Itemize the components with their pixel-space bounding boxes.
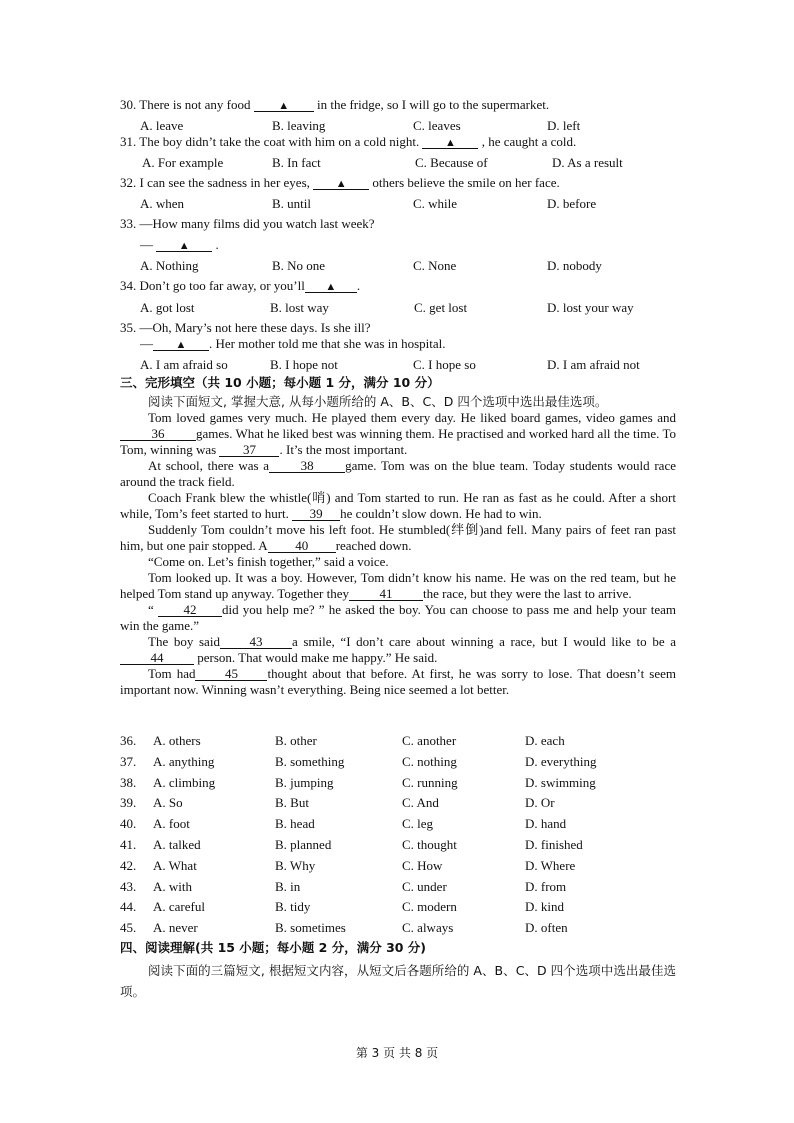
question-32: [120, 175, 560, 191]
option-d[interactable]: D. As a result: [552, 155, 623, 170]
passage-text: a smile, “I don’t care about winning a race, but I would like to be a: [291, 634, 676, 649]
options-34: [120, 300, 680, 316]
option-c[interactable]: C. And: [402, 795, 439, 811]
option-a[interactable]: A. when: [140, 196, 185, 211]
option-c[interactable]: C. How: [402, 857, 443, 873]
passage-text: . It’s the most important.: [279, 442, 408, 457]
option-d[interactable]: D. before: [547, 196, 597, 211]
option-b[interactable]: B. head: [275, 816, 315, 832]
page-number: 第 3 页 共 8 页: [355, 1046, 439, 1060]
section-instruction: 阅读下面短文, 掌握大意, 从每小题所给的 A、B、C、D 四个选项中选出最佳选项。: [148, 394, 608, 409]
option-a[interactable]: A. So: [153, 795, 183, 811]
option-b[interactable]: B. lost way: [270, 300, 329, 315]
blank-44[interactable]: 44: [120, 651, 194, 665]
option-d[interactable]: D. Where: [525, 857, 576, 873]
option-b[interactable]: B. leaving: [272, 118, 326, 133]
question-text: .: [356, 278, 361, 293]
blank-38[interactable]: 38: [269, 459, 345, 473]
option-c[interactable]: C. nothing: [402, 753, 457, 769]
question-text: . Her mother told me that she was in hospital.: [209, 336, 446, 351]
blank-39[interactable]: 39: [292, 507, 340, 521]
option-a[interactable]: A. anything: [153, 753, 215, 769]
option-b[interactable]: B. tidy: [275, 899, 311, 915]
option-a[interactable]: A. others: [153, 733, 201, 748]
option-b[interactable]: B. planned: [275, 837, 332, 852]
passage-text: games. What he liked best was winning them. He practised and worked hard all the time. To Tom, winning was: [120, 426, 676, 457]
option-a[interactable]: A. leave: [140, 118, 184, 133]
option-d[interactable]: D. from: [525, 878, 567, 894]
dash: —: [140, 237, 153, 252]
option-c[interactable]: C. running: [402, 774, 458, 790]
question-34: [120, 278, 360, 294]
option-b[interactable]: B. But: [275, 795, 309, 811]
passage-text: The boy said: [148, 634, 220, 649]
passage-text: Tom loved games very much. He played them every day. He liked board games, video games and: [148, 410, 676, 425]
option-number: 38.: [120, 774, 137, 790]
option-b[interactable]: B. other: [275, 733, 317, 748]
option-b[interactable]: B. I hope not: [270, 357, 338, 372]
blank-42[interactable]: 42: [158, 603, 222, 617]
option-d[interactable]: D. kind: [525, 899, 564, 915]
option-c[interactable]: C. another: [402, 733, 457, 748]
option-c[interactable]: C. I hope so: [413, 357, 476, 372]
option-d[interactable]: D. everything: [525, 753, 597, 769]
option-c[interactable]: C. None: [413, 258, 457, 273]
option-d[interactable]: D. finished: [525, 837, 583, 852]
question-number: 33.: [120, 216, 137, 231]
passage-text: Tom looked up. It was a boy. However, Tom didn’t know his name. He was on the red team, but he helped Tom stand up anyway. Together they: [120, 570, 676, 601]
option-a[interactable]: A. foot: [153, 816, 190, 832]
option-a[interactable]: A. What: [153, 857, 197, 873]
blank-36[interactable]: 36: [120, 427, 196, 441]
passage-text: Tom had: [148, 666, 196, 681]
option-b[interactable]: B. jumping: [275, 774, 334, 790]
triangle-icon: ▲: [445, 137, 456, 149]
option-c[interactable]: C. modern: [402, 899, 457, 915]
option-d[interactable]: D. often: [525, 920, 568, 936]
triangle-icon: ▲: [325, 281, 337, 293]
option-a[interactable]: A. climbing: [153, 774, 216, 790]
option-d[interactable]: D. nobody: [547, 258, 602, 273]
answer-blank[interactable]: [153, 337, 209, 351]
option-a[interactable]: A. never: [153, 920, 198, 936]
option-number: 45.: [120, 920, 137, 936]
option-b[interactable]: B. sometimes: [275, 920, 346, 936]
passage-text: did you help me? ” he asked the boy. You can choose to pass me and help your team win the game.”: [120, 602, 676, 633]
option-b[interactable]: B. Why: [275, 857, 316, 873]
passage-text: thought about that before. At first, he was sorry to lose. That doesn’t seem important now. Winning wasn’t everything. Being nice seemed a lot better.: [120, 666, 676, 697]
section-title: 四、阅读理解(共 15 小题；每小题 2 分，满分 30 分): [120, 940, 427, 955]
question-number: 30.: [120, 97, 137, 112]
option-a[interactable]: A. I am afraid so: [140, 357, 228, 372]
option-c[interactable]: C. under: [402, 878, 447, 894]
answer-blank[interactable]: [422, 135, 478, 149]
blank-43[interactable]: 43: [220, 635, 292, 649]
option-c[interactable]: C. leg: [402, 816, 434, 832]
triangle-icon: ▲: [178, 240, 190, 252]
question-number: 31.: [120, 134, 137, 149]
question-text: others believe the smile on her face.: [372, 175, 560, 190]
option-c[interactable]: C. always: [402, 920, 454, 936]
options-33: [120, 258, 680, 274]
option-b[interactable]: B. something: [275, 753, 345, 769]
passage-text: “Come on. Let’s finish together,” said a voice.: [148, 554, 389, 569]
question-text: —Oh, Mary’s not here these days. Is she ill?: [139, 320, 371, 335]
option-c[interactable]: C. Because of: [415, 155, 488, 170]
blank-37[interactable]: 37: [219, 443, 279, 457]
option-d[interactable]: D. hand: [525, 816, 567, 832]
options-31: [120, 155, 680, 171]
question-35: [120, 320, 371, 336]
option-d[interactable]: D. each: [525, 733, 565, 748]
question-number: 32.: [120, 175, 137, 190]
passage-text: At school, there was a: [148, 458, 270, 473]
question-text: —How many films did you watch last week?: [139, 216, 375, 231]
option-b[interactable]: B. in: [275, 878, 301, 894]
passage-text: reached down.: [335, 538, 412, 553]
option-a[interactable]: A. Nothing: [140, 258, 199, 273]
question-text: Don’t go too far away, or you’ll: [139, 278, 305, 293]
answer-blank[interactable]: [254, 98, 314, 112]
option-c[interactable]: C. leaves: [413, 118, 461, 133]
cloze-passage: [120, 410, 676, 698]
option-a[interactable]: A. with: [153, 878, 192, 894]
question-text: in the fridge, so I will go to the supermarket.: [316, 97, 550, 112]
question-30: [120, 97, 549, 113]
options-35: [120, 357, 680, 373]
triangle-icon: ▲: [175, 339, 187, 351]
option-number: 42.: [120, 857, 137, 873]
passage-text: Coach Frank blew the whistle(哨) and Tom started to run. He ran as fast as he could. After a short while, Tom’s feet started to hurt.: [120, 490, 676, 521]
section-title: 三、完形填空（共 10 小题；每小题 1 分，满分 10 分）: [120, 375, 440, 390]
option-number: 39.: [120, 795, 137, 811]
options-30: [120, 118, 680, 134]
question-text: I can see the sadness in her eyes,: [139, 175, 310, 190]
question-number: 34.: [120, 278, 137, 293]
question-text: .: [215, 237, 219, 252]
option-d[interactable]: D. lost your way: [547, 300, 634, 315]
dash: —: [140, 336, 153, 351]
option-b[interactable]: B. No one: [272, 258, 326, 273]
triangle-icon: ▲: [278, 100, 290, 112]
option-a[interactable]: A. For example: [142, 155, 224, 170]
question-text: The boy didn’t take the coat with him on a cold night.: [139, 134, 420, 149]
passage-text: game. Tom was on the blue team. Today students would race around the track field.: [120, 458, 676, 489]
option-number: 40.: [120, 816, 137, 832]
options-32: [120, 196, 680, 212]
option-number: 44.: [120, 899, 137, 915]
blank-45[interactable]: 45: [195, 667, 267, 681]
option-number: 43.: [120, 878, 137, 894]
option-b[interactable]: B. In fact: [272, 155, 321, 170]
option-d[interactable]: D. I am afraid not: [547, 357, 640, 372]
question-35-answer-line: [140, 336, 445, 352]
option-d[interactable]: D. swimming: [525, 774, 596, 790]
instruction-text: 阅读下面的三篇短文, 根据短文内容，从短文后各题所给的 A、B、C、D 四个选项中选出最佳选项。: [120, 963, 676, 999]
option-number: 36.: [120, 733, 137, 748]
option-d[interactable]: D. left: [547, 118, 581, 133]
passage-text: “: [148, 602, 154, 617]
option-a[interactable]: A. careful: [153, 899, 205, 915]
blank-40[interactable]: 40: [268, 539, 336, 553]
question-33-answer-line: [140, 237, 219, 253]
answer-blank[interactable]: [313, 176, 369, 190]
option-c[interactable]: C. thought: [402, 837, 457, 852]
passage-text: the race, but they were the last to arrive.: [423, 586, 632, 601]
option-a[interactable]: A. talked: [153, 837, 201, 852]
blank-41[interactable]: 41: [349, 587, 423, 601]
option-d[interactable]: D. Or: [525, 795, 555, 811]
passage-text: he couldn’t slow down. He had to win.: [340, 506, 542, 521]
option-number: 37.: [120, 753, 137, 769]
question-33: [120, 216, 375, 232]
answer-blank[interactable]: [305, 279, 357, 293]
answer-blank[interactable]: [156, 238, 212, 252]
option-c[interactable]: C. get lost: [414, 300, 468, 315]
question-text: , he caught a cold.: [481, 134, 577, 149]
question-31: [120, 134, 576, 150]
option-c[interactable]: C. while: [413, 196, 458, 211]
section-instruction: [120, 960, 676, 1002]
question-text: There is not any food: [139, 97, 251, 112]
option-b[interactable]: B. until: [272, 196, 312, 211]
passage-text: Suddenly Tom couldn’t move his left foot. He stumbled(绊倒)and fell. Many pairs of feet ran past him, but one pair stopped. A: [120, 522, 676, 553]
option-number: 41.: [120, 837, 137, 852]
option-a[interactable]: A. got lost: [140, 300, 195, 315]
passage-text: person. That would make me happy.” He said.: [197, 650, 438, 665]
triangle-icon: ▲: [335, 178, 347, 190]
question-number: 35.: [120, 320, 137, 335]
